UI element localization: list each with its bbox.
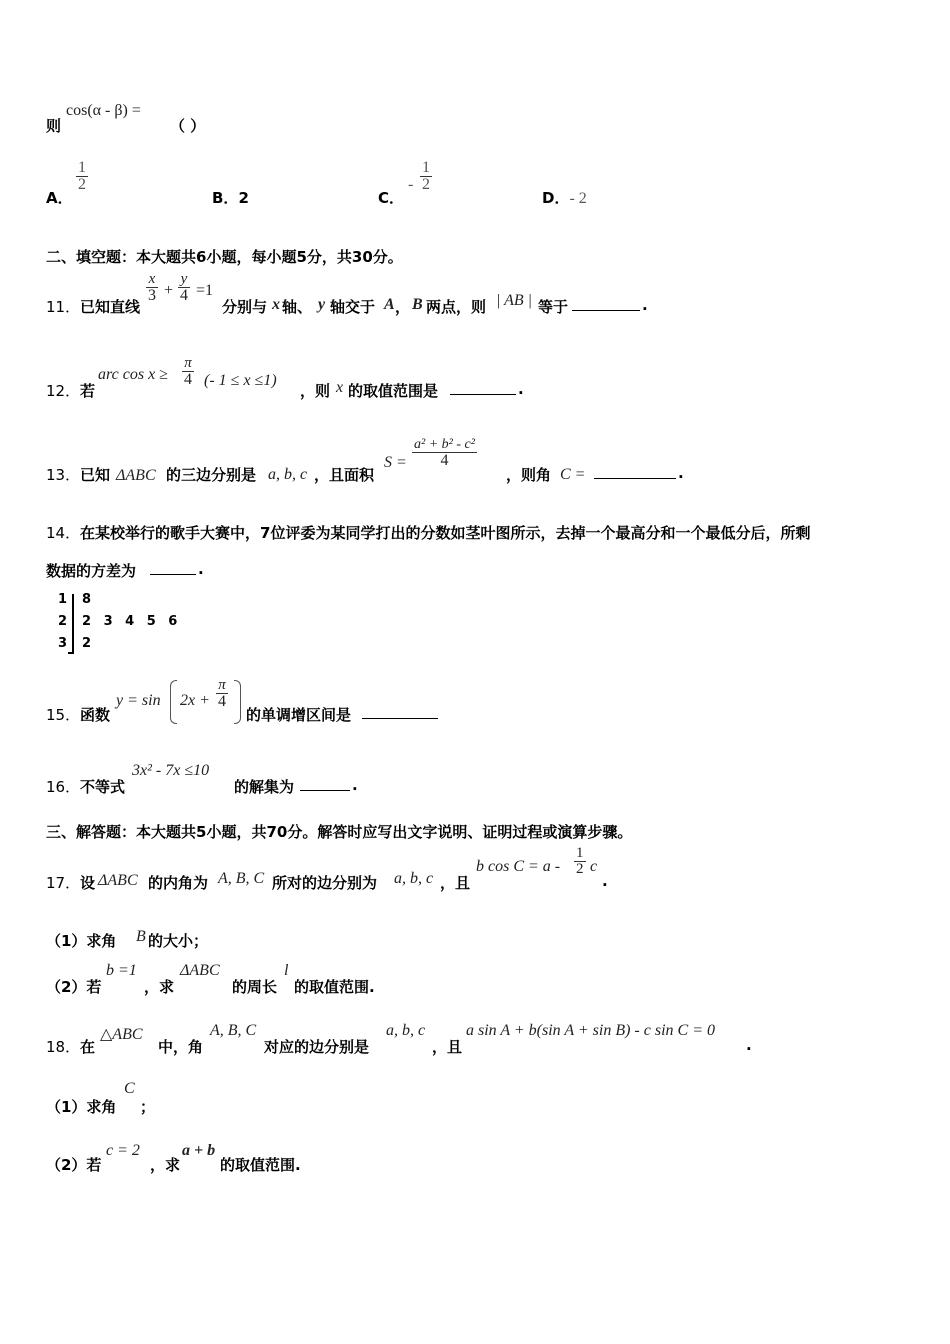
section-heading-solutions: 三、解答题：本大题共5小题，共70分。解答时应写出文字说明、证明过程或演算步骤。: [46, 823, 633, 841]
q17-text: ，且: [440, 874, 471, 892]
option-d[interactable]: [542, 187, 587, 208]
answer-blank[interactable]: [572, 296, 640, 311]
q11-text: 分别与: [222, 298, 268, 316]
q18-text: 中，角: [158, 1038, 204, 1056]
q14-end: .: [198, 560, 204, 578]
q18-text: ，且: [432, 1038, 463, 1056]
q17-part2-text: 的取值范围.: [294, 978, 375, 996]
q17-part2-triangle: ΔABC: [180, 962, 220, 979]
option-a-label: A．: [46, 189, 73, 207]
stem-leaf-plot: [54, 592, 194, 658]
stem: 3: [58, 636, 68, 651]
q13-triangle: ΔABC: [116, 467, 156, 484]
q15-function: y = sin: [116, 692, 161, 709]
q11-fraction-y: $\frac{y}{4}$: [180, 271, 188, 304]
q17-part2-text: ，求: [144, 978, 175, 996]
q11-fraction-x: $\frac{x}{3}$: [148, 271, 156, 304]
option-c-sign: -: [408, 176, 414, 193]
q17-fraction: $\frac{1}{2}$: [576, 845, 584, 877]
q11-point-a: A: [384, 296, 395, 313]
option-c-fraction: $\frac{1}{2}$: [422, 159, 430, 193]
q17-part2-condition: b =1: [106, 962, 137, 979]
q17-angles: A, B, C: [218, 870, 265, 887]
option-b[interactable]: [212, 187, 249, 208]
stem-leaf-divider-foot: [68, 652, 74, 654]
q11-plus: +: [164, 282, 174, 299]
question-16: [46, 760, 926, 796]
q18-text: 对应的边分别是: [264, 1038, 370, 1056]
q18-part1-var: C: [124, 1080, 135, 1097]
stem: 2: [58, 614, 68, 629]
q17-part1-label: （1）求角: [46, 932, 117, 950]
q17-sides: a, b, c: [394, 870, 434, 887]
q12-arccos: arc cos x ≥: [98, 366, 168, 383]
question-15: [46, 678, 926, 730]
q10-prefix: 则: [46, 117, 62, 135]
question-number: 16．: [46, 778, 81, 796]
question-18: [46, 1020, 926, 1056]
q12-text: 的取值范围是: [348, 382, 439, 400]
q18-text: 在: [80, 1038, 96, 1056]
section-heading-fill-in: 二、填空题：本大题共6小题，每小题5分，共30分。: [46, 248, 403, 266]
q12-end: .: [518, 380, 524, 398]
q15-text: 的单调增区间是: [246, 706, 352, 724]
q11-text: 轴、: [282, 298, 313, 316]
option-b-value: 2: [238, 189, 249, 207]
stem: 1: [58, 592, 68, 607]
answer-blank[interactable]: [594, 464, 676, 479]
q13-text: 的三边分别是: [166, 466, 257, 484]
q18-part1-tail: ；: [140, 1098, 156, 1116]
q11-comma: ，: [395, 298, 411, 316]
q13-area-fraction: $\frac{\text{a² + b² - c²}}{4}$: [414, 437, 475, 469]
q18-part2-text: ，求: [150, 1156, 181, 1174]
q11-abs-ab: | AB |: [496, 292, 533, 309]
q18-part2-sum: a + b: [182, 1142, 216, 1159]
answer-blank[interactable]: [150, 560, 196, 575]
q12-fraction: $\frac{\pi}{4}$: [184, 355, 192, 388]
question-number: 12．: [46, 382, 81, 400]
option-c-label: C．: [378, 189, 405, 207]
q17-condition: b cos C = a -: [476, 858, 561, 875]
question-14: [46, 522, 926, 662]
q13-text: ，则角: [506, 466, 552, 484]
q12-text: 若: [80, 382, 96, 400]
q14-text: 数据的方差为: [46, 562, 137, 580]
q11-text: 已知直线: [80, 298, 141, 316]
q11-end: .: [642, 296, 648, 314]
question-17: [46, 846, 926, 894]
q11-text: 等于: [538, 298, 569, 316]
q10-answer-paren: （ ）: [170, 117, 206, 135]
q15-text: 函数: [80, 706, 111, 724]
q10-expression: cos(α - β) =: [66, 102, 141, 119]
q15-fraction: $\frac{\pi}{4}$: [218, 677, 226, 710]
question-number: 17．: [46, 874, 81, 892]
q11-var-y: y: [318, 296, 326, 313]
q18-end: .: [746, 1036, 752, 1054]
q18-part2-text: 的取值范围.: [220, 1156, 301, 1174]
answer-blank[interactable]: [362, 704, 438, 719]
question-11: [46, 272, 926, 322]
stem-leaf-divider: [72, 594, 74, 654]
leaves: 2 3 4 5 6: [82, 614, 178, 629]
question-number: 14．: [46, 524, 81, 542]
q17-text: 设: [80, 874, 96, 892]
q13-sides: a, b, c: [268, 466, 308, 483]
q11-equals: =1: [196, 282, 214, 299]
q17-var-c: c: [590, 858, 598, 875]
answer-blank[interactable]: [450, 380, 516, 395]
q11-text: 轴交于: [330, 298, 376, 316]
option-d-label: D．: [542, 189, 570, 207]
question-12: [46, 356, 926, 406]
q11-point-b: B: [412, 296, 423, 313]
q15-left-paren: [170, 680, 177, 724]
question-number: 18．: [46, 1038, 81, 1056]
q16-text: 不等式: [80, 778, 126, 796]
q18-angles: A, B, C: [210, 1022, 257, 1039]
option-b-label: B．: [212, 189, 239, 207]
option-a-fraction: $\frac{1}{2}$: [78, 159, 86, 193]
q17-text: 的内角为: [148, 874, 209, 892]
q11-var-x: x: [272, 296, 280, 313]
q18-part1-label: （1）求角: [46, 1098, 117, 1116]
q14-text: 在某校举行的歌手大赛中，7位评委为某同学打出的分数如茎叶图所示，去掉一个最高分和一个最低分后，所剩: [80, 524, 811, 542]
q13-end: .: [678, 464, 684, 482]
question-number: 15．: [46, 706, 81, 724]
q17-part2-label: （2）若: [46, 978, 102, 996]
q17-part1-var: B: [136, 928, 146, 945]
q12-domain: (- 1 ≤ x ≤1): [204, 372, 277, 389]
leaves: 2: [82, 636, 92, 651]
q16-inequality: 3x² - 7x ≤10: [132, 762, 210, 779]
question-number: 13．: [46, 466, 81, 484]
q18-part2-condition: c = 2: [106, 1142, 140, 1159]
q16-end: .: [352, 776, 358, 794]
q17-text: 所对的边分别为: [272, 874, 378, 892]
q17-part2-perimeter: l: [284, 962, 289, 979]
q18-part2-label: （2）若: [46, 1156, 102, 1174]
q13-angle-c: C =: [560, 466, 586, 483]
answer-blank[interactable]: [300, 776, 350, 791]
q15-argument: 2x +: [180, 692, 210, 709]
q13-text: 已知: [80, 466, 111, 484]
question-13: [46, 438, 926, 492]
q12-var-x: x: [336, 379, 344, 396]
q18-condition: a sin A + b(sin A + sin B) - c sin C = 0: [466, 1022, 715, 1039]
q17-part2-text: 的周长: [232, 978, 278, 996]
q16-text: 的解集为: [234, 778, 295, 796]
q18-sides: a, b, c: [386, 1022, 426, 1039]
q13-area-symbol: S =: [384, 454, 407, 471]
q18-triangle: △ABC: [100, 1026, 143, 1043]
q11-text: 两点，则: [426, 298, 487, 316]
q15-right-paren: [234, 680, 241, 724]
q17-triangle: ΔABC: [98, 872, 138, 889]
option-d-value: - 2: [569, 190, 587, 207]
q17-end: .: [602, 872, 608, 890]
q17-part1-tail: 的大小；: [148, 932, 209, 950]
leaves: 8: [82, 592, 92, 607]
q13-text: ，且面积: [314, 466, 375, 484]
q12-text: ，则: [300, 382, 331, 400]
question-number: 11．: [46, 298, 81, 316]
